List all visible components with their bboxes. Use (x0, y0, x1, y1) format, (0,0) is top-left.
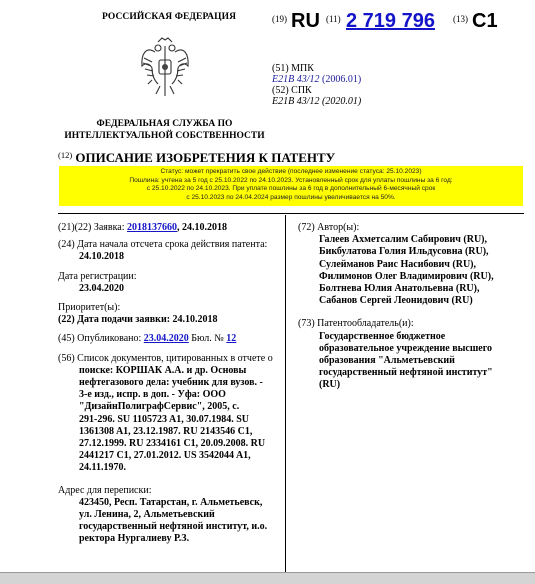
address-line: государственный нефтяной институт, и.о. (79, 521, 268, 533)
cited-line: 24.11.1970. (79, 462, 126, 474)
mpk-year: (2006.01) (322, 74, 362, 85)
author-item: Сабанов Сергей Леонидович (RU) (319, 295, 473, 307)
title-text: ОПИСАНИЕ ИЗОБРЕТЕНИЯ К ПАТЕНТУ (75, 150, 336, 165)
bulletin-number-link[interactable]: 12 (226, 333, 237, 345)
owner-line: Государственное бюджетное (319, 330, 446, 342)
title-code: (12) (58, 150, 73, 160)
document-title (58, 150, 335, 166)
agency-name: ФЕДЕРАЛЬНАЯ СЛУЖБА ПО ИНТЕЛЛЕКТУАЛЬНОЙ СОБСТВЕННОСТИ (64, 119, 265, 141)
code-13: (13) (453, 14, 468, 24)
country-code: RU (291, 10, 320, 32)
registration-date: 23.04.2020 (79, 282, 124, 294)
cited-line: 1361308 A1, 23.12.1987. RU 2143546 C1, (79, 425, 253, 437)
fee-line: с 25.10.2022 по 24.10.2023. При уплате пошлины за 6 год в дополнительный 6-месячный срок (146, 185, 436, 193)
mpk-label: (51) МПК (272, 63, 314, 74)
application-date: , 24.10.2018 (177, 222, 228, 233)
country-name: РОССИЙСКАЯ ФЕДЕРАЦИЯ (102, 12, 237, 22)
owner-line: образовательное учреждение высшего (319, 342, 493, 354)
code-19: (19) (272, 14, 287, 24)
kind-code: C1 (472, 10, 498, 32)
published-row (58, 333, 280, 345)
fee-line: с 25.10.2023 по 24.04.2024 размер пошлины увеличивается на 50%. (186, 193, 396, 201)
author-item: Болтнева Юлия Анатольевна (RU), (319, 283, 480, 295)
author-item: Бикбулатова Голия Ильдусовна (RU), (319, 246, 489, 258)
cited-line: 2441217 C1, 27.01.2012. US 3542044 A1, (79, 450, 251, 462)
cited-documents (58, 365, 280, 475)
spk-year: (2020.01) (322, 96, 362, 107)
address-line: ул. Ленина, 2, Альметьевский (79, 509, 215, 521)
cited-line: 3-е изд., испр. в доп. - Уфа: ООО (79, 389, 226, 401)
owner-line: государственный нефтяной институт" (319, 367, 493, 379)
owner-label: (73) Патентообладатель(и): (298, 318, 414, 330)
cited-line: 291-296. SU 1105723 A1, 30.07.1984. SU (79, 413, 250, 425)
spk-classification (272, 96, 361, 107)
mpk-code[interactable]: E21B 43/12 (272, 74, 320, 85)
published-label: (45) Опубликовано: (58, 333, 142, 345)
author-item: Сулейманов Раис Насибович (RU), (319, 258, 477, 270)
right-column (298, 222, 526, 392)
address-label: Адрес для переписки: (58, 484, 152, 496)
authors-list (298, 234, 526, 307)
address-block (58, 497, 280, 546)
application-row (58, 222, 280, 234)
status-box (59, 166, 523, 206)
owner-line: образования "Альметьевский (319, 355, 455, 367)
fee-line: Пошлина: учтена за 5 год с 25.10.2022 по 24.10.2023. Установленный срок для уплаты пошлины за 6 год: (129, 176, 453, 184)
cited-line: "ДизайнПолиграфСервис", 2005, с. (79, 401, 240, 413)
spk-code: E21B 43/12 (272, 96, 320, 107)
priority-line: (22) Дата подачи заявки: 24.10.2018 (58, 314, 218, 326)
cited-line: поиске: КОРШАК А.А. и др. Основы (79, 364, 247, 376)
bulletin-label: Бюл. № (191, 333, 224, 345)
application-number-link[interactable]: 2018137660 (127, 222, 178, 233)
registration-label: Дата регистрации: (58, 270, 137, 282)
term-date: 24.10.2018 (79, 251, 124, 263)
address-line: 423450, Респ. Татарстан, г. Альметьевск, (79, 496, 263, 508)
owner-block (298, 331, 526, 392)
cited-line: 27.12.1999. RU 2334161 C1, 20.09.2008. RU (79, 438, 266, 450)
author-item: Филимонов Олег Владимирович (RU), (319, 270, 494, 282)
mpk-classification (272, 74, 361, 85)
code-11: (11) (326, 14, 341, 24)
authors-label: (72) Автор(ы): (298, 222, 360, 233)
owner-line: (RU) (319, 379, 341, 391)
status-line: Статус: может прекратить свое действие (последнее изменение статуса: 25.10.2023) (160, 168, 422, 175)
priority-label: Приоритет(ы): (58, 302, 121, 314)
coat-of-arms-emblem (138, 36, 192, 98)
address-line: ректора Нургалиеву Р.З. (79, 533, 190, 545)
column-divider (285, 215, 286, 583)
spk-label: (52) СПК (272, 85, 312, 96)
author-item: Галеев Ахметсалим Сабирович (RU), (319, 234, 487, 246)
cited-line: нефтегазового дела: учебник для вузов. - (79, 377, 263, 389)
cited-label: (56) Список документов, цитированных в отчете о (58, 352, 273, 364)
window-bottom-edge (0, 572, 535, 584)
term-label: (24) Дата начала отсчета срока действия патента: (58, 239, 268, 251)
application-label: (21)(22) Заявка: (58, 222, 125, 233)
left-column (58, 222, 280, 546)
patent-number-link[interactable]: 2 719 796 (346, 10, 435, 32)
divider (58, 213, 524, 214)
published-date-link[interactable]: 23.04.2020 (143, 333, 189, 345)
